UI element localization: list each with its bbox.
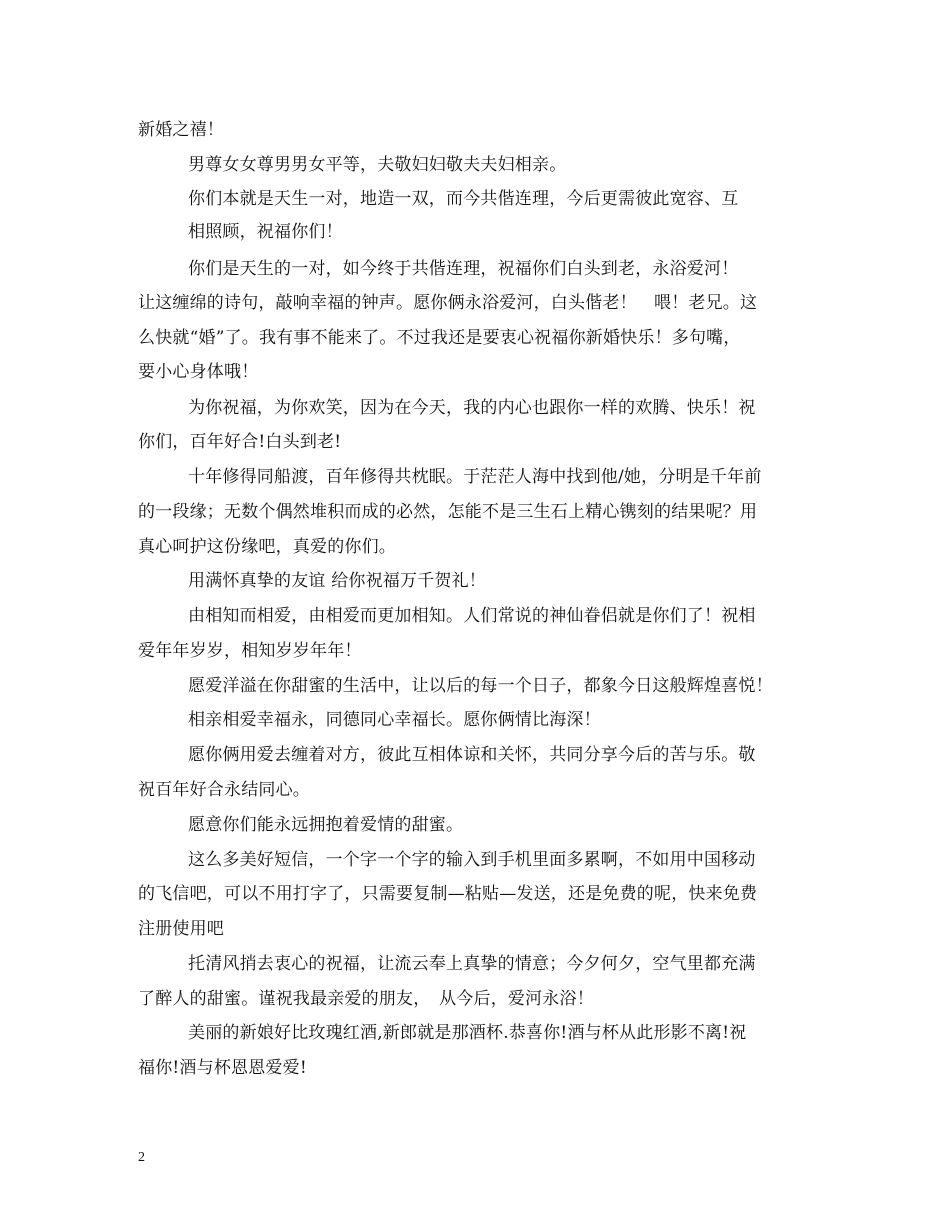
text-line: 由相知而相爱，由相爱而更加相知。人们常说的神仙眷侣就是你们了！祝相 [188,606,756,626]
text-line: 的飞信吧，可以不用打字了，只需要复制—粘贴—发送，还是免费的呢，快来免费 [138,884,758,904]
text-line: 真心呵护这份缘吧，真爱的你们。 [138,537,396,557]
text-line: 让这缠绵的诗句，敲响幸福的钟声。愿你俩永浴爱河，白头偕老！ 喂！老兄。这 [138,293,758,313]
text-line: 十年修得同船渡，百年修得共枕眠。于茫茫人海中找到他/她，分明是千年前 [188,467,762,487]
text-line: 托清风捎去衷心的祝福，让流云奉上真挚的情意；今夕何夕，空气里都充满 [188,954,756,974]
text-line: 祝百年好合永结同心。 [138,780,310,800]
text-line: 要小心身体哦！ [138,362,259,382]
text-line: 你们是天生的一对，如今终于共偕连理，祝福你们白头到老，永浴爱河！ [188,259,739,279]
text-line: 新婚之禧！ [138,120,224,140]
text-line: 男尊女女尊男男女平等，夫敬妇妇敬夫夫妇相亲。 [188,155,567,175]
text-line: 相照顾，祝福你们！ [188,222,343,242]
text-line: 愿意你们能永远拥抱着爱情的甜蜜。 [188,815,464,835]
text-line: 的一段缘；无数个偶然堆积而成的必然，怎能不是三生石上精心镌刻的结果呢？用 [138,502,758,522]
text-line: 这么多美好短信，一个字一个字的输入到手机里面多累啊，不如用中国移动 [188,850,756,870]
text-line: 么快就“婚”了。我有事不能来了。不过我还是要衷心祝福你新婚快乐！多句嘴， [138,328,741,348]
text-line: 爱年年岁岁，相知岁岁年年！ [138,641,362,661]
text-line: 了醉人的甜蜜。谨祝我最亲爱的朋友， 从今后，爱河永浴！ [138,989,594,1009]
text-line: 用满怀真挚的友谊 给你祝福万千贺礼！ [188,571,487,591]
text-line: 注册使用吧 [138,919,224,939]
page-number: 2 [138,1150,145,1165]
text-line: 为你祝福，为你欢笑，因为在今天，我的内心也跟你一样的欢腾、快乐！祝 [188,398,756,418]
text-line: 相亲相爱幸福永，同德同心幸福长。愿你俩情比海深！ [188,710,601,730]
text-line: 你们本就是天生一对，地造一双，而今共偕连理，今后更需彼此宽容、互 [188,189,739,209]
text-line: 福你!酒与杯恩恩爱爱! [138,1058,307,1078]
text-line: 你们，百年好合!白头到老! [138,432,342,452]
text-line: 愿你俩用爱去缠着对方，彼此互相体谅和关怀，共同分享今后的苦与乐。敬 [188,745,756,765]
text-line: 愿爱洋溢在你甜蜜的生活中，让以后的每一个日子，都象今日这般辉煌喜悦！ [188,676,773,696]
text-line: 美丽的新娘好比玫瑰红酒,新郎就是那酒杯.恭喜你!酒与杯从此形影不离!祝 [188,1023,747,1043]
